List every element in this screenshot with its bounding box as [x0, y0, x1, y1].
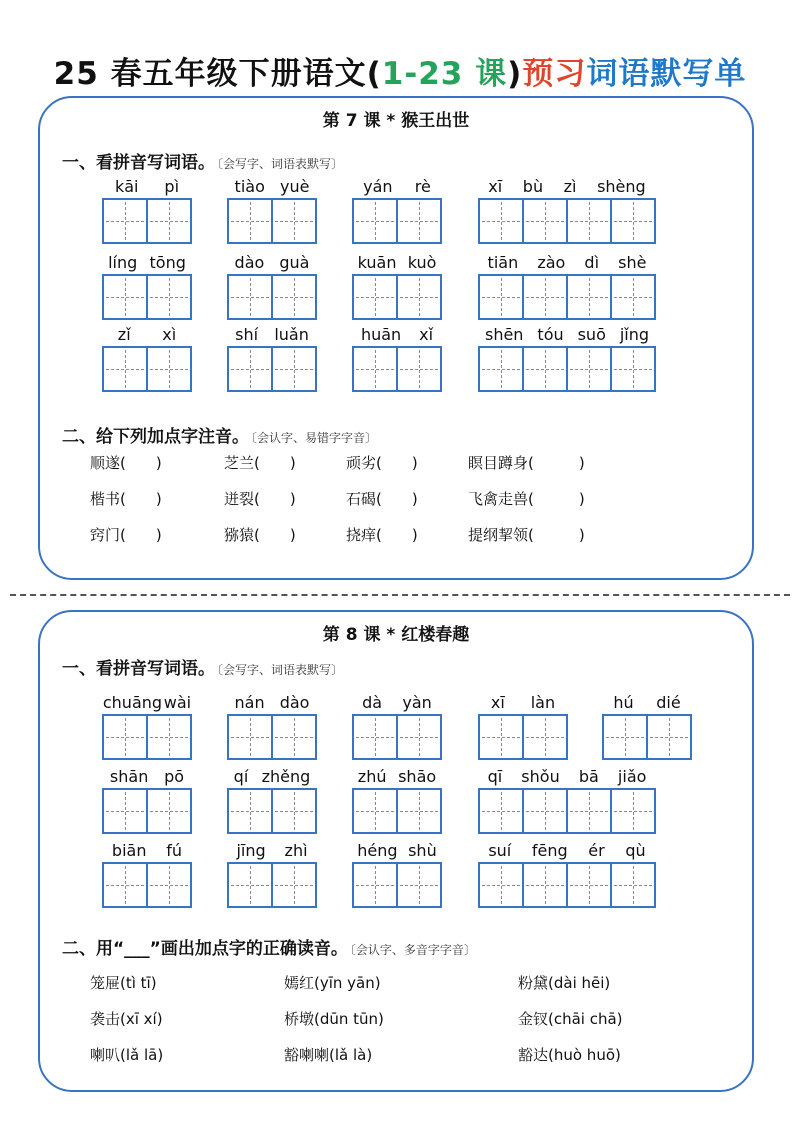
- lesson8-section2-label: 二、用“___”画出加点字的正确读音。: [62, 939, 348, 959]
- writing-boxes: [227, 862, 317, 908]
- pinyin-word-10: [227, 322, 317, 392]
- writing-cell[interactable]: [396, 274, 442, 320]
- pinyin-syllable: huān: [360, 325, 402, 344]
- pinyin-label: [478, 250, 656, 272]
- writing-cell[interactable]: [352, 788, 398, 834]
- writing-cell[interactable]: [646, 714, 692, 760]
- writing-cell[interactable]: [102, 714, 148, 760]
- writing-cell[interactable]: [522, 198, 568, 244]
- writing-cell[interactable]: [146, 788, 192, 834]
- pinyin-word-6: [227, 250, 317, 320]
- pinyin-syllable: shǒu: [521, 767, 560, 786]
- title-part-sheet: 词语默写单: [586, 56, 747, 92]
- lesson8-section1-note: 〔会写字、词语表默写〕: [217, 663, 344, 677]
- lesson7-section1-label: 一、看拼音写词语。: [62, 153, 215, 173]
- pinyin-syllable: dà: [362, 693, 383, 712]
- pinyin-syllable: kuān: [357, 253, 397, 272]
- pinyin-syllable: làn: [530, 693, 556, 712]
- writing-cell[interactable]: [146, 346, 192, 392]
- pinyin-word-12: [352, 838, 442, 908]
- pinyin-syllable: qī: [487, 767, 503, 786]
- lesson7-title: 第 7 课 * 猴王出世: [322, 111, 470, 131]
- writing-cell[interactable]: [396, 788, 442, 834]
- writing-boxes: [102, 862, 192, 908]
- pinyin-label: [352, 250, 442, 272]
- writing-cell[interactable]: [478, 198, 524, 244]
- pinyin-syllable: líng: [108, 253, 138, 272]
- pinyin-word-9: [102, 322, 192, 392]
- writing-cell[interactable]: [522, 862, 568, 908]
- pinyin-syllable: tōng: [149, 253, 186, 272]
- pinyin-label: [478, 690, 568, 712]
- writing-cell[interactable]: [566, 788, 612, 834]
- lesson7-section2-heading: [62, 422, 377, 447]
- writing-cell[interactable]: [102, 274, 148, 320]
- pinyin-syllable: shān: [109, 767, 149, 786]
- pronunciation-item[interactable]: 挠痒( ): [346, 526, 418, 544]
- pinyin-word-1: [102, 174, 192, 244]
- pinyin-syllable: bù: [522, 177, 544, 196]
- pronunciation-item[interactable]: 楷书( ): [90, 490, 162, 508]
- pinyin-label: [227, 838, 317, 860]
- title-part-preview: 预习: [522, 56, 587, 92]
- pinyin-syllable: zhì: [284, 841, 308, 860]
- writing-cell[interactable]: [271, 788, 317, 834]
- pronunciation-item[interactable]: 豁达(huò huō): [518, 1046, 621, 1064]
- lesson8-section1-label: 一、看拼音写词语。: [62, 659, 215, 679]
- writing-cell[interactable]: [566, 862, 612, 908]
- pinyin-label: [352, 174, 442, 196]
- pinyin-syllable: xì: [162, 325, 177, 344]
- pinyin-word-7: [227, 764, 317, 834]
- pinyin-syllable: yàn: [402, 693, 432, 712]
- pinyin-syllable: fēng: [531, 841, 568, 860]
- writing-cell[interactable]: [102, 788, 148, 834]
- writing-boxes: [602, 714, 692, 760]
- pinyin-label: [352, 764, 442, 786]
- pronunciation-item[interactable]: 笼屉(tì tī): [90, 974, 157, 992]
- writing-boxes: [352, 198, 442, 244]
- writing-cell[interactable]: [610, 862, 656, 908]
- lesson7-panel: [38, 96, 754, 580]
- pinyin-label: [478, 764, 656, 786]
- writing-cell[interactable]: [610, 274, 656, 320]
- pinyin-syllable: rè: [414, 177, 431, 196]
- pinyin-syllable: tóu: [537, 325, 564, 344]
- writing-cell[interactable]: [352, 198, 398, 244]
- pinyin-syllable: qí: [233, 767, 249, 786]
- pinyin-word-5: [602, 690, 692, 760]
- writing-boxes: [227, 346, 317, 392]
- writing-boxes: [478, 788, 656, 834]
- writing-cell[interactable]: [102, 862, 148, 908]
- pronunciation-item[interactable]: 嫣红(yīn yān): [284, 974, 381, 992]
- pronunciation-item[interactable]: 顽劣( ): [346, 454, 418, 472]
- page-title: [0, 48, 800, 93]
- pronunciation-item[interactable]: 桥墩(dūn tūn): [284, 1010, 384, 1028]
- lesson8-title: 第 8 课 * 红楼春趣: [322, 625, 470, 645]
- writing-cell[interactable]: [478, 274, 524, 320]
- pinyin-syllable: pì: [164, 177, 180, 196]
- writing-cell[interactable]: [396, 198, 442, 244]
- writing-cell[interactable]: [610, 346, 656, 392]
- pronunciation-item[interactable]: 袭击(xī xí): [90, 1010, 163, 1028]
- pronunciation-item[interactable]: 迸裂( ): [224, 490, 296, 508]
- writing-cell[interactable]: [271, 346, 317, 392]
- writing-boxes: [352, 346, 442, 392]
- writing-cell[interactable]: [478, 862, 524, 908]
- pinyin-syllable: dié: [656, 693, 681, 712]
- writing-cell[interactable]: [610, 788, 656, 834]
- writing-cell[interactable]: [522, 714, 568, 760]
- writing-cell[interactable]: [227, 346, 273, 392]
- writing-boxes: [352, 788, 442, 834]
- pinyin-syllable: shāo: [398, 767, 437, 786]
- pronunciation-item[interactable]: 猕猿( ): [224, 526, 296, 544]
- writing-cell[interactable]: [146, 714, 192, 760]
- pinyin-syllable: shè: [618, 253, 647, 272]
- pronunciation-item[interactable]: 瞑目蹲身( ): [468, 454, 585, 472]
- pinyin-label: [102, 690, 192, 712]
- pinyin-syllable: guà: [279, 253, 310, 272]
- writing-cell[interactable]: [478, 346, 524, 392]
- pinyin-word-7: [352, 250, 442, 320]
- pinyin-word-9: [478, 764, 656, 834]
- writing-cell[interactable]: [566, 274, 612, 320]
- pinyin-word-8: [478, 250, 656, 320]
- writing-cell[interactable]: [602, 714, 648, 760]
- lesson8-panel: [38, 610, 754, 1092]
- writing-cell[interactable]: [271, 274, 317, 320]
- pinyin-syllable: xǐ: [419, 325, 434, 344]
- writing-cell[interactable]: [352, 346, 398, 392]
- lesson8-section2-note: 〔会认字、多音字字音〕: [349, 943, 476, 957]
- pinyin-label: [102, 174, 192, 196]
- pinyin-word-5: [102, 250, 192, 320]
- pinyin-word-13: [478, 838, 656, 908]
- writing-boxes: [102, 198, 192, 244]
- writing-cell[interactable]: [271, 862, 317, 908]
- pinyin-syllable: shèng: [597, 177, 646, 196]
- pinyin-syllable: zhěng: [261, 767, 311, 786]
- writing-boxes: [227, 274, 317, 320]
- pinyin-syllable: xī: [490, 693, 505, 712]
- writing-boxes: [227, 198, 317, 244]
- pinyin-word-4: [478, 174, 656, 244]
- pinyin-syllable: dào: [234, 253, 265, 272]
- pinyin-syllable: shí: [235, 325, 259, 344]
- pinyin-syllable: qù: [625, 841, 646, 860]
- pinyin-syllable: xī: [488, 177, 503, 196]
- writing-cell[interactable]: [271, 714, 317, 760]
- title-part-range: 1-23 课: [381, 56, 508, 92]
- pinyin-syllable: héng: [357, 841, 398, 860]
- writing-boxes: [478, 862, 656, 908]
- pinyin-syllable: suí: [488, 841, 512, 860]
- pinyin-syllable: yuè: [279, 177, 310, 196]
- pinyin-syllable: luǎn: [274, 325, 309, 344]
- pinyin-label: [102, 838, 192, 860]
- pinyin-word-3: [352, 690, 442, 760]
- writing-cell[interactable]: [146, 862, 192, 908]
- pinyin-word-10: [102, 838, 192, 908]
- section-divider: [10, 594, 790, 596]
- lesson7-section2-label: 二、给下列加点字注音。: [62, 427, 249, 447]
- pinyin-syllable: pō: [164, 767, 185, 786]
- pinyin-syllable: jiǎo: [617, 767, 647, 786]
- pinyin-syllable: tiān: [487, 253, 519, 272]
- writing-cell[interactable]: [566, 198, 612, 244]
- pinyin-label: [227, 690, 317, 712]
- writing-cell[interactable]: [227, 274, 273, 320]
- writing-boxes: [478, 346, 656, 392]
- writing-cell[interactable]: [352, 274, 398, 320]
- pinyin-label: [102, 764, 192, 786]
- pronunciation-item[interactable]: 粉黛(dài hēi): [518, 974, 611, 992]
- pinyin-syllable: kāi: [114, 177, 139, 196]
- pinyin-syllable: kuò: [407, 253, 437, 272]
- pinyin-syllable: jīng: [236, 841, 266, 860]
- writing-boxes: [478, 714, 568, 760]
- writing-cell[interactable]: [522, 346, 568, 392]
- writing-boxes: [352, 274, 442, 320]
- writing-boxes: [102, 788, 192, 834]
- pinyin-syllable: nán: [234, 693, 265, 712]
- writing-cell[interactable]: [102, 198, 148, 244]
- pinyin-syllable: zì: [563, 177, 577, 196]
- writing-cell[interactable]: [478, 788, 524, 834]
- pronunciation-item[interactable]: 豁喇喇(lǎ là): [284, 1046, 373, 1064]
- pinyin-word-11: [227, 838, 317, 908]
- writing-cell[interactable]: [271, 198, 317, 244]
- pinyin-word-11: [352, 322, 442, 392]
- writing-cell[interactable]: [396, 714, 442, 760]
- writing-boxes: [478, 274, 656, 320]
- writing-boxes: [352, 714, 442, 760]
- writing-boxes: [102, 274, 192, 320]
- title-part-close: ): [507, 56, 523, 92]
- writing-cell[interactable]: [522, 788, 568, 834]
- pinyin-syllable: fú: [166, 841, 183, 860]
- lesson8-section2-heading: [62, 934, 476, 959]
- writing-boxes: [102, 714, 192, 760]
- pinyin-syllable: bā: [578, 767, 599, 786]
- pinyin-syllable: jǐng: [619, 325, 650, 344]
- pinyin-word-8: [352, 764, 442, 834]
- writing-cell[interactable]: [522, 274, 568, 320]
- writing-cell[interactable]: [146, 274, 192, 320]
- writing-cell[interactable]: [610, 198, 656, 244]
- pinyin-syllable: suō: [577, 325, 606, 344]
- pinyin-word-2: [227, 174, 317, 244]
- pinyin-label: [478, 322, 656, 344]
- writing-cell[interactable]: [396, 346, 442, 392]
- writing-boxes: [227, 714, 317, 760]
- lesson7-section2-note: 〔会认字、易错字字音〕: [251, 431, 378, 445]
- pinyin-syllable: shù: [408, 841, 437, 860]
- pinyin-label: [102, 250, 192, 272]
- writing-boxes: [227, 788, 317, 834]
- pinyin-syllable: zào: [537, 253, 566, 272]
- writing-cell[interactable]: [227, 714, 273, 760]
- writing-boxes: [102, 346, 192, 392]
- pronunciation-item[interactable]: 提纲挈领( ): [468, 526, 585, 544]
- pinyin-label: [352, 838, 442, 860]
- pinyin-syllable: tiào: [234, 177, 265, 196]
- writing-cell[interactable]: [566, 346, 612, 392]
- pinyin-syllable: zhú: [357, 767, 387, 786]
- writing-cell[interactable]: [227, 862, 273, 908]
- writing-cell[interactable]: [478, 714, 524, 760]
- pinyin-syllable: hú: [613, 693, 634, 712]
- pronunciation-item[interactable]: 喇叭(lǎ lā): [90, 1046, 164, 1064]
- pronunciation-item[interactable]: 金钗(chāi chā): [518, 1010, 623, 1028]
- pinyin-syllable: ér: [588, 841, 605, 860]
- pinyin-label: [352, 690, 442, 712]
- title-part-grade: 25 春五年级下册语文(: [53, 56, 382, 92]
- writing-cell[interactable]: [352, 714, 398, 760]
- pinyin-word-12: [478, 322, 656, 392]
- writing-cell[interactable]: [352, 862, 398, 908]
- pinyin-label: [227, 764, 317, 786]
- writing-cell[interactable]: [227, 198, 273, 244]
- pinyin-label: [102, 322, 192, 344]
- lesson7-section1-note: 〔会写字、词语表默写〕: [217, 157, 344, 171]
- pinyin-syllable: biān: [111, 841, 147, 860]
- pinyin-word-6: [102, 764, 192, 834]
- pinyin-label: [602, 690, 692, 712]
- writing-cell[interactable]: [396, 862, 442, 908]
- pinyin-syllable: shēn: [484, 325, 524, 344]
- pronunciation-item[interactable]: 石碣( ): [346, 490, 418, 508]
- pinyin-label: [352, 322, 442, 344]
- pronunciation-item[interactable]: 窍门( ): [90, 526, 162, 544]
- pronunciation-item[interactable]: 顺遂( ): [90, 454, 162, 472]
- pinyin-syllable: wài: [163, 693, 192, 712]
- pinyin-label: [478, 174, 656, 196]
- pronunciation-item[interactable]: 飞禽走兽( ): [468, 490, 585, 508]
- writing-cell[interactable]: [227, 788, 273, 834]
- pinyin-word-1: [102, 690, 192, 760]
- pinyin-label: [227, 250, 317, 272]
- pinyin-syllable: yán: [363, 177, 393, 196]
- writing-boxes: [352, 862, 442, 908]
- pinyin-syllable: dì: [584, 253, 600, 272]
- pinyin-syllable: chuāng: [102, 693, 163, 712]
- pinyin-word-3: [352, 174, 442, 244]
- pinyin-syllable: dào: [279, 693, 310, 712]
- pinyin-label: [227, 322, 317, 344]
- writing-cell[interactable]: [146, 198, 192, 244]
- pinyin-word-2: [227, 690, 317, 760]
- pronunciation-item[interactable]: 芝兰( ): [224, 454, 296, 472]
- writing-cell[interactable]: [102, 346, 148, 392]
- pinyin-word-4: [478, 690, 568, 760]
- writing-boxes: [478, 198, 656, 244]
- pinyin-syllable: zǐ: [117, 325, 131, 344]
- pinyin-label: [227, 174, 317, 196]
- pinyin-label: [478, 838, 656, 860]
